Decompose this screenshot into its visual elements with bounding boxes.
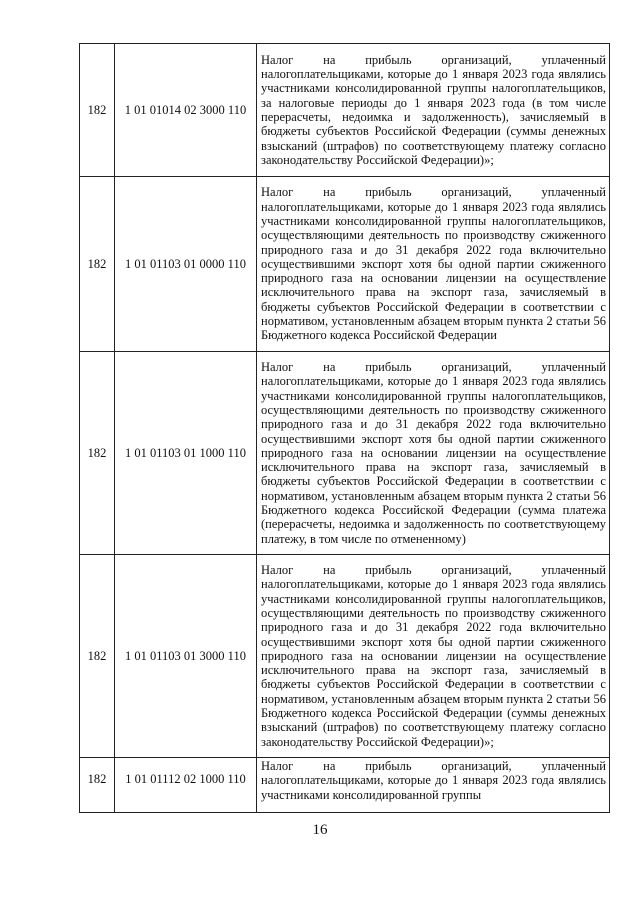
- table-row: [80, 555, 610, 758]
- admin-code-cell: 182: [80, 44, 115, 177]
- revenue-name-cell: [257, 758, 610, 813]
- admin-code-cell: 182: [80, 555, 115, 758]
- table-row: [80, 758, 610, 813]
- revenue-name-text: Налог на прибыль организаций, уплаченный налогоплательщиками, которые до 1 января 2023 года являлись участниками консолидированной группы налогоплательщиков, за налоговые периоды до 1 января 2023 года (в том числе перерасчеты, недоимка и задолженность), зачисляемый в бюджеты субъектов Российской Федерации (суммы денежных взысканий (штрафов) по соответствующему платежу согласно законодательству Российской Федерации)»;: [261, 52, 606, 167]
- budget-classification-code-cell: 1 01 01112 02 1000 110: [115, 758, 257, 813]
- revenue-name-cell: [257, 177, 610, 352]
- budget-classification-code-cell: 1 01 01014 02 3000 110: [115, 44, 257, 177]
- admin-code-cell: 182: [80, 352, 115, 555]
- revenue-name-text: Налог на прибыль организаций, уплаченный налогоплательщиками, которые до 1 января 2023 года являлись участниками консолидированной группы налогоплательщиков, осуществляющими деятельность по производству сжиженного природного газа и до 31 декабря 2022 года включительно осуществившими экспорт хотя бы одной партии сжиженного природного газа на основании лицензии на осуществление исключительного права на экспорт газа, зачисляемый в бюджеты субъектов Российской Федерации в соответствии с нормативом, установленным абзацем вторым пункта 2 статьи 56 Бюджетного кодекса Российской Федерации (сумма платежа (перерасчеты, недоимка и задолженность по соответствующему платежу, в том числе по отмененному): [261, 360, 606, 546]
- revenue-name-text: Налог на прибыль организаций, уплаченный налогоплательщиками, которые до 1 января 2023 года являлись участниками консолидированной группы налогоплательщиков, осуществляющими деятельность по производству сжиженного природного газа и до 31 декабря 2022 года включительно осуществившими экспорт хотя бы одной партии сжиженного природного газа на основании лицензии на осуществление исключительного права на экспорт газа, зачисляемый в бюджеты субъектов Российской Федерации в соответствии с нормативом, установленным абзацем вторым пункта 2 статьи 56 Бюджетного кодекса Российской Федерации: [261, 185, 606, 343]
- table-row: [80, 44, 610, 177]
- admin-code-cell: 182: [80, 758, 115, 813]
- revenue-name-cell: [257, 555, 610, 758]
- budget-code-table: [79, 43, 610, 813]
- revenue-name-text: Налог на прибыль организаций, уплаченный налогоплательщиками, которые до 1 января 2023 года являлись участниками консолидированной группы налогоплательщиков, осуществляющими деятельность по производству сжиженного природного газа и до 31 декабря 2022 года включительно осуществившими экспорт хотя бы одной партии сжиженного природного газа на основании лицензии на осуществление исключительного права на экспорт газа, зачисляемый в бюджеты субъектов Российской Федерации в соответствии с нормативом, установленным абзацем вторым пункта 2 статьи 56 Бюджетного кодекса Российской Федерации (суммы денежных взысканий (штрафов) по соответствующему платежу согласно законодательству Российской Федерации)»;: [261, 563, 606, 749]
- budget-classification-code-cell: 1 01 01103 01 3000 110: [115, 555, 257, 758]
- revenue-name-cell: [257, 44, 610, 177]
- revenue-name-text: Налог на прибыль организаций, уплаченный налогоплательщиками, которые до 1 января 2023 года являлись участниками консолидированной группы: [261, 759, 606, 802]
- table-row: [80, 177, 610, 352]
- table-row: [80, 352, 610, 555]
- admin-code-cell: 182: [80, 177, 115, 352]
- page-number: 16: [312, 822, 328, 838]
- budget-classification-code-cell: 1 01 01103 01 1000 110: [115, 352, 257, 555]
- revenue-name-cell: [257, 352, 610, 555]
- budget-classification-code-cell: 1 01 01103 01 0000 110: [115, 177, 257, 352]
